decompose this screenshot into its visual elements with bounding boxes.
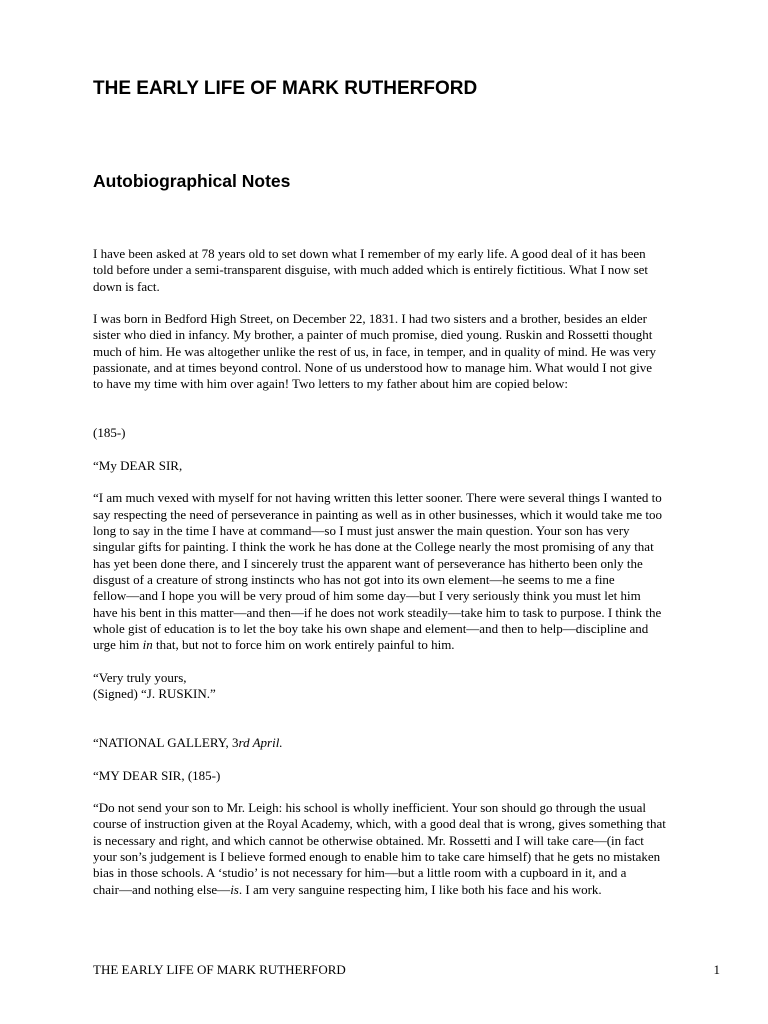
- text-line: your son’s judgement is I believe formed enough to enable him to take care himself) that he gets no mistaken: [93, 848, 661, 864]
- text-line: have his bent in this matter—and then—if he does not work steadily—take him to task to purpose. I think the: [93, 604, 662, 620]
- text-line: passionate, and at times beyond control. None of us understood how to manage him. What would I not give: [93, 360, 653, 376]
- letter1-date: (185-): [93, 425, 126, 441]
- text-line: has yet been done there, and I sincerely trust the apparent want of perseverance has hitherto been only the: [93, 555, 643, 571]
- letter2-heading: [93, 735, 733, 751]
- text-line: course of instruction given at the Royal Academy, which, with a good deal that is wrong, gives something that: [93, 816, 666, 832]
- text-line: [93, 637, 733, 653]
- letter2-salutation: “MY DEAR SIR, (185-): [93, 767, 221, 783]
- italic-text: is: [230, 881, 239, 897]
- document-title: THE EARLY LIFE OF MARK RUTHERFORD: [93, 78, 478, 99]
- text-line: much of him. He was altogether unlike the rest of us, in face, in temper, and in quality of mind. He was very: [93, 343, 657, 359]
- text-run: . I am very sanguine respecting him, I like both his face and his work.: [238, 881, 602, 897]
- text-line: “I am much vexed with myself for not having written this letter sooner. There were several things I wanted to: [93, 490, 662, 506]
- text-run: chair—and nothing else—: [93, 881, 231, 897]
- italic-text: rd April.: [238, 734, 283, 750]
- text-line: fellow—and I hope you will be very proud of him some day—but I very seriously think you must let him: [93, 588, 641, 604]
- letter1-body: [93, 490, 733, 653]
- text-line: is necessary and right, and which cannot be otherwise obtained. Mr. Rossetti and I will take care—(in fact: [93, 832, 644, 848]
- text-line: long to say in the time I have at command—so I must just answer the main question. Your son has very: [93, 523, 630, 539]
- text-line: to have my time with him over again! Two letters to my father about him are copied below:: [93, 376, 569, 392]
- body-text: [93, 246, 733, 898]
- text-line: told before under a semi-transparent disguise, with much added which is entirely fictitious. What I now set: [93, 262, 649, 278]
- page-number: 1: [713, 962, 720, 977]
- signature-line: (Signed) “J. RUSKIN.”: [93, 686, 216, 702]
- text-line: [93, 882, 733, 898]
- text-run: “NATIONAL GALLERY, 3: [93, 734, 239, 750]
- text-run: urge him: [93, 637, 143, 653]
- text-line: disgust of a creature of strong instincts who has not got into its own element—he seems to me a fine: [93, 571, 615, 587]
- paragraph-birth: [93, 311, 733, 392]
- text-line: “Do not send your son to Mr. Leigh: his school is wholly inefficient. Your son should go through the usual: [93, 800, 646, 816]
- letter1-closing: [93, 670, 733, 703]
- section-heading: Autobiographical Notes: [93, 171, 291, 191]
- text-run: that, but not to force him on work entirely painful to him.: [152, 637, 455, 653]
- text-line: down is fact.: [93, 278, 160, 294]
- text-line: singular gifts for painting. I think the work he has done at the College nearly the most promising of any that: [93, 539, 654, 555]
- text-line: say respecting the need of perseverance in painting as well as in other businesses, which it would take me too: [93, 506, 662, 522]
- text-line: whole gist of education is to let the boy take his own shape and element—and then to help—discipline and: [93, 620, 649, 636]
- italic-text: in: [142, 637, 153, 653]
- closing-line: “Very truly yours,: [93, 669, 187, 685]
- letter1-salutation: “My DEAR SIR,: [93, 457, 183, 473]
- footer-running-title: THE EARLY LIFE OF MARK RUTHERFORD: [93, 962, 346, 977]
- text-line: sister who died in infancy. My brother, a painter of much promise, died young. Ruskin and Rossetti thought: [93, 327, 653, 343]
- text-line: bias in those schools. A ‘studio’ is not necessary for him—but a little room with a cupboard in it, and a: [93, 865, 627, 881]
- letter2-body: [93, 800, 733, 898]
- paragraph-intro: [93, 246, 733, 295]
- text-line: I have been asked at 78 years old to set down what I remember of my early life. A good deal of it has been: [93, 246, 646, 261]
- text-line: I was born in Bedford High Street, on December 22, 1831. I had two sisters and a brother, besides an elder: [93, 311, 647, 327]
